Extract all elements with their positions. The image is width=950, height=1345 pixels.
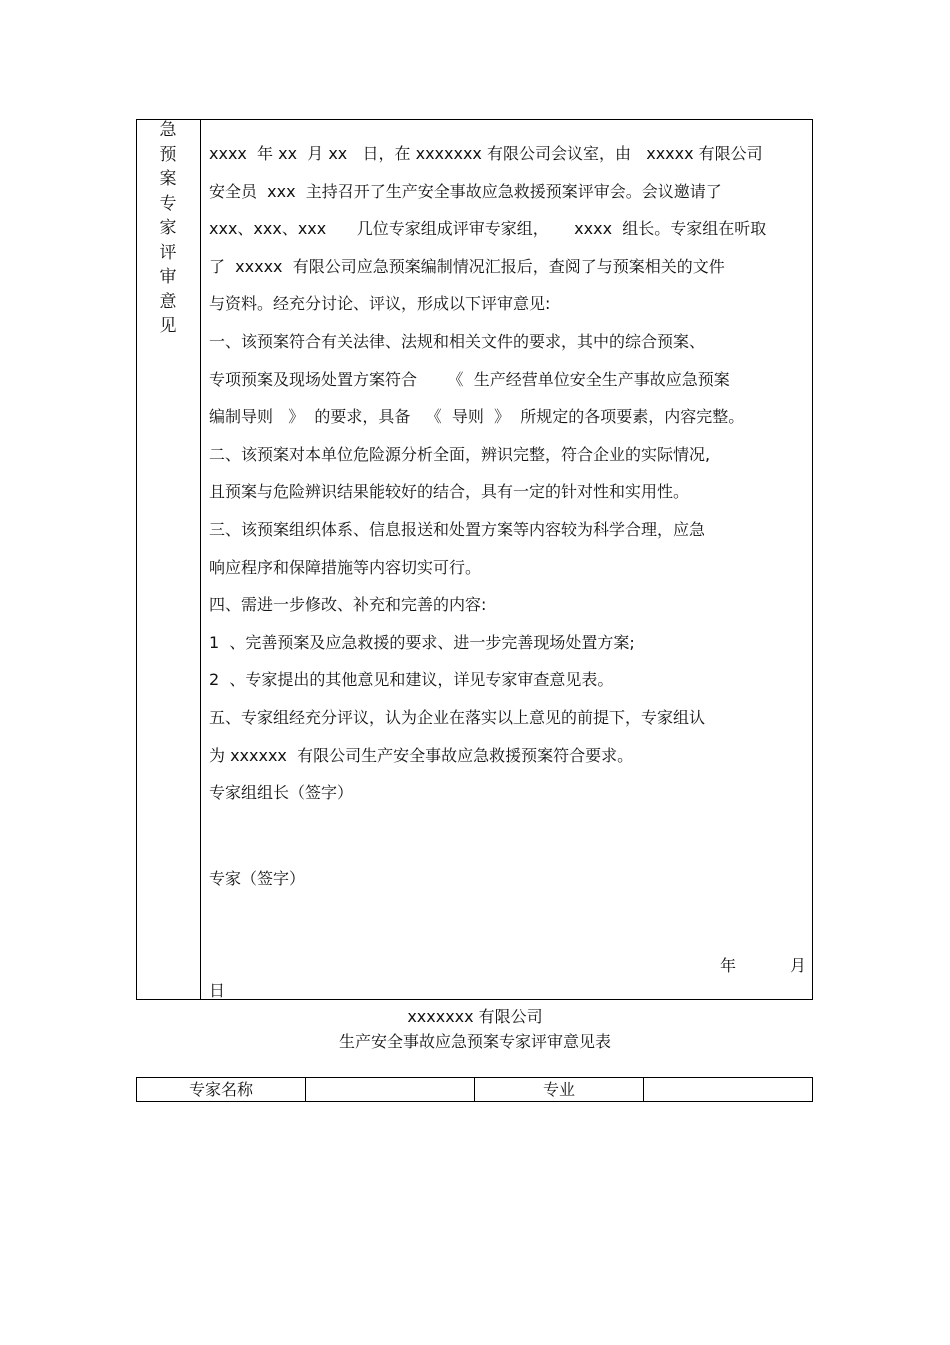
side-label-char: 急: [159, 120, 177, 140]
opinion-content: [209, 137, 807, 899]
side-label: [136, 119, 200, 340]
body-line: 三、该预案组织体系、信息报送和处置方案等内容较为科学合理，应急: [209, 519, 706, 539]
body-line: 安全员 xxx 主持召开了生产安全事故应急救援预案评审会。会议邀请了: [209, 181, 722, 201]
column-divider: [200, 119, 201, 1000]
body-line: 了 xxxxx 有限公司应急预案编制情况汇报后，查阅了与预案相关的文件: [209, 256, 725, 276]
leader-signature-label: 专家组组长（签字）: [209, 783, 354, 803]
date-day: 日: [209, 981, 226, 1000]
body-line: 一、该预案符合有关法律、法规和相关文件的要求，其中的综合预案、: [209, 331, 706, 351]
date-line: [720, 953, 810, 976]
body-line: 响应程序和保障措施等内容切实可行。: [209, 557, 482, 577]
expert-signature-label: 专家（签字）: [209, 868, 306, 888]
side-label-char: 评: [159, 242, 177, 263]
body-line: 与资料。经充分讨论、评议，形成以下评审意见:: [209, 294, 551, 314]
date-year: 年: [720, 956, 737, 975]
form-title: 生产安全事故应急预案专家评审意见表: [338, 1032, 611, 1051]
side-label-char: 案: [159, 169, 177, 189]
specialty-label: 专业: [475, 1078, 644, 1101]
body-line: 五、专家组经充分评议，认为企业在落实以上意见的前提下，专家组认: [209, 707, 706, 727]
body-line: 二、该预案对本单位危险源分析全面，辨识完整，符合企业的实际情况,: [209, 444, 711, 464]
body-line: 编制导则 》 的要求，具备 《 导则 》 所规定的各项要素，内容完整。: [209, 407, 745, 427]
side-label-char: 预: [159, 144, 177, 165]
side-label-char: 专: [159, 193, 177, 214]
side-label-char: 见: [159, 316, 177, 336]
body-line: 且预案与危险辨识结果能较好的结合，具有一定的针对性和实用性。: [209, 482, 690, 502]
specialty-value: [644, 1078, 812, 1101]
body-line: xxxx 年 xx 月 xx 日，在 xxxxxxx 有限公司会议室，由 xxxxx 有限公司: [209, 144, 763, 163]
side-label-char: 审: [159, 267, 177, 287]
date-month: 月: [790, 956, 807, 975]
body-line: 2 、专家提出的其他意见和建议，详见专家审查意见表。: [209, 670, 614, 690]
body-line: 四、需进一步修改、补充和完善的内容:: [209, 595, 487, 615]
body-line: 为 xxxxxx 有限公司生产安全事故应急救援预案符合要求。: [209, 745, 634, 765]
body-line: xxx、xxx、xxx 几位专家组成评审专家组， xxxx 组长。专家组在听取: [209, 219, 767, 239]
side-label-char: 家: [159, 218, 177, 238]
body-line: 1 、完善预案及应急救援的要求、进一步完善现场处置方案;: [209, 632, 635, 652]
body-line: 专项预案及现场处置方案符合 《 生产经营单位安全生产事故应急预案: [209, 369, 730, 389]
expert-name-value: [306, 1078, 475, 1101]
company-name: xxxxxxx 有限公司: [407, 1007, 543, 1026]
side-label-char: 意: [159, 291, 177, 312]
expert-name-label: 专家名称: [137, 1078, 306, 1101]
expert-info-table: [136, 1077, 813, 1102]
